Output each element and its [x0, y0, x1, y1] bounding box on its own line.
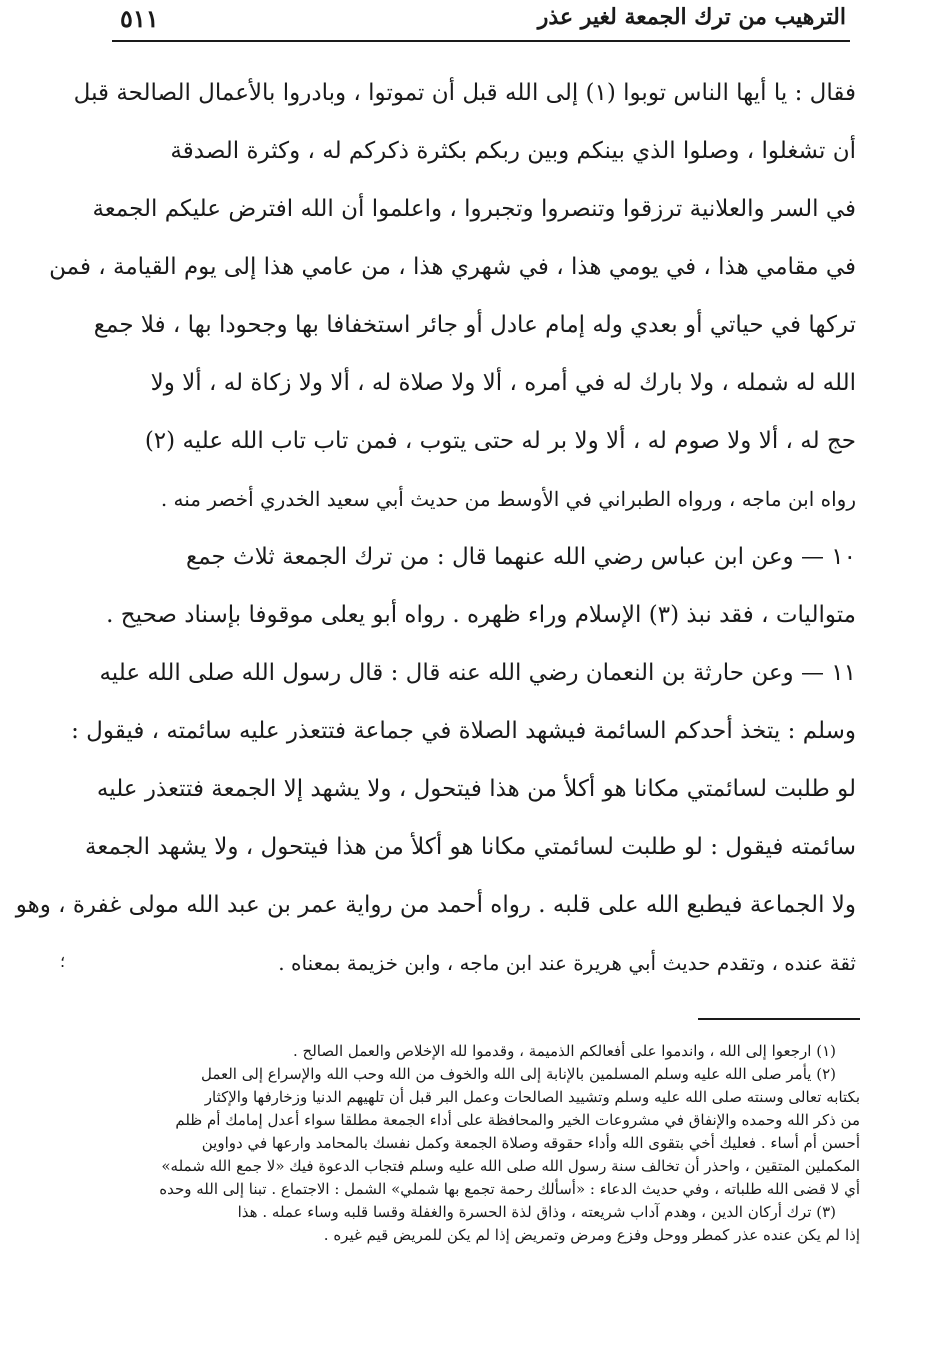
- footnote-line: بكتابه تعالى وسنته صلى الله عليه وسلم وتشييد الصالحات وعمل البر قبل أن تلهيهم الدنيا وزخارفها والإكثار: [204, 1088, 860, 1106]
- hadith-10-line: ١٠ — وعن ابن عباس رضي الله عنهما قال : من ترك الجمعة ثلاث جمع: [185, 544, 856, 570]
- page-header: [112, 2, 850, 36]
- footnote-line: المكملين المتقين ، واحذر أن تخالف سنة رسول الله صلى الله عليه وسلم فتجاب الدعوة فيك «لا جمع الله شمله»: [161, 1157, 860, 1175]
- text-line-citation: رواه ابن ماجه ، ورواه الطبراني في الأوسط من حديث أبي سعيد الخدري أخصر منه .: [160, 487, 856, 511]
- text-line: في مقامي هذا ، في يومي هذا ، في شهري هذا ، من عامي هذا إلى يوم القيامة ، فمن: [49, 254, 856, 280]
- footnote-line: (٢) يأمر صلى الله عليه وسلم المسلمين بالإنابة إلى الله والخوف من الله وحب الله والإسراع إلى العمل: [200, 1065, 836, 1083]
- main-text: [15, 64, 856, 992]
- header-rule: [112, 40, 850, 42]
- text-line: متواليات ، فقد نبذ (٣) الإسلام وراء ظهره . رواه أبو يعلى موقوفا بإسناد صحيح .: [106, 602, 856, 628]
- text-line: ولا الجماعة فيطبع الله على قلبه . رواه أحمد من رواية عمر بن عبد الله مولى غفرة ، وهو: [15, 892, 856, 918]
- text-line: فقال : يا أيها الناس توبوا (١) إلى الله قبل أن تموتوا ، وبادروا بالأعمال الصالحة قبل: [73, 80, 856, 106]
- text-line-citation: ثقة عنده ، وتقدم حديث أبي هريرة عند ابن ماجه ، وابن خزيمة بمعناه .: [278, 951, 856, 975]
- text-line: الله له شمله ، ولا بارك له في أمره ، ألا ولا صلاة له ، ألا ولا زكاة له ، ألا ولا: [150, 370, 856, 396]
- text-line: تركها في حياتي أو بعدي وله إمام عادل أو جائر استخفافا بها وجحودا بها ، فلا جمع: [93, 312, 856, 338]
- footnote-line: إذا لم يكن عنده عذر كمطر ووحل وفزع ومرض وتمريض إذا لم يكن للمريض قيم غيره .: [323, 1226, 860, 1244]
- text-line: في السر والعلانية ترزقوا وتنصروا وتجبروا ، واعلموا أن الله افترض عليكم الجمعة: [92, 196, 856, 222]
- text-line: لو طلبت لسائمتي مكانا هو أكلأ من هذا فيتحول ، ولا يشهد إلا الجمعة فتتعذر عليه: [96, 776, 856, 802]
- running-title: الترهيب من ترك الجمعة لغير عذر: [537, 4, 846, 30]
- footnote-line: (١) ارجعوا إلى الله ، واندموا على أفعالكم الذميمة ، وقدموا لله الإخلاص والعمل الصالح .: [293, 1042, 836, 1060]
- hadith-11-line: ١١ — وعن حارثة بن النعمان رضي الله عنه قال : قال رسول الله صلى الله عليه: [99, 660, 856, 686]
- footnote-line: أي لا قضى الله طلباته ، وفي حديث الدعاء : «أسألك رحمة تجمع بها شملي» الشمل : الاجتماع . تبنا إلى الله وحده: [159, 1180, 860, 1198]
- text-line: حج له ، ألا ولا صوم له ، ألا ولا بر له حتى يتوب ، فمن تاب تاب الله عليه (٢): [144, 428, 856, 454]
- text-line: سائمته فيقول : لو طلبت لسائمتي مكانا هو أكلأ من هذا فيتحول ، ولا يشهد الجمعة: [85, 834, 856, 860]
- text-line: أن تشغلوا ، وصلوا الذي بينكم وبين ربكم بكثرة ذكركم له ، وكثرة الصدقة: [170, 138, 856, 164]
- margin-mark: ؛: [60, 952, 66, 971]
- footnote-line: (٣) ترك أركان الدين ، وهدم آداب شريعته ، وذاق لذة الحسرة والغفلة وقسا قلبه وساء عمله . هذا: [237, 1203, 836, 1221]
- footnote-line: من ذكر الله وحمده والإنفاق في مشروعات الخير والمحافظة على أداء الجمعة مطلقا سواء أعدل إمامك أم ظلم: [175, 1111, 860, 1129]
- text-line: وسلم : يتخذ أحدكم السائمة فيشهد الصلاة في جماعة فتتعذر عليه سائمته ، فيقول :: [71, 718, 856, 744]
- footnote-rule: [698, 1018, 860, 1020]
- footnote-line: أحسن أم أساء . فعليك أخي بتقوى الله وأداء حقوقه وصلاة الجمعة وكمل نفسك بالمحامد وارعها في دواوين: [201, 1134, 860, 1152]
- footnotes: [100, 1040, 860, 1247]
- page-number: ٥١١: [120, 4, 159, 33]
